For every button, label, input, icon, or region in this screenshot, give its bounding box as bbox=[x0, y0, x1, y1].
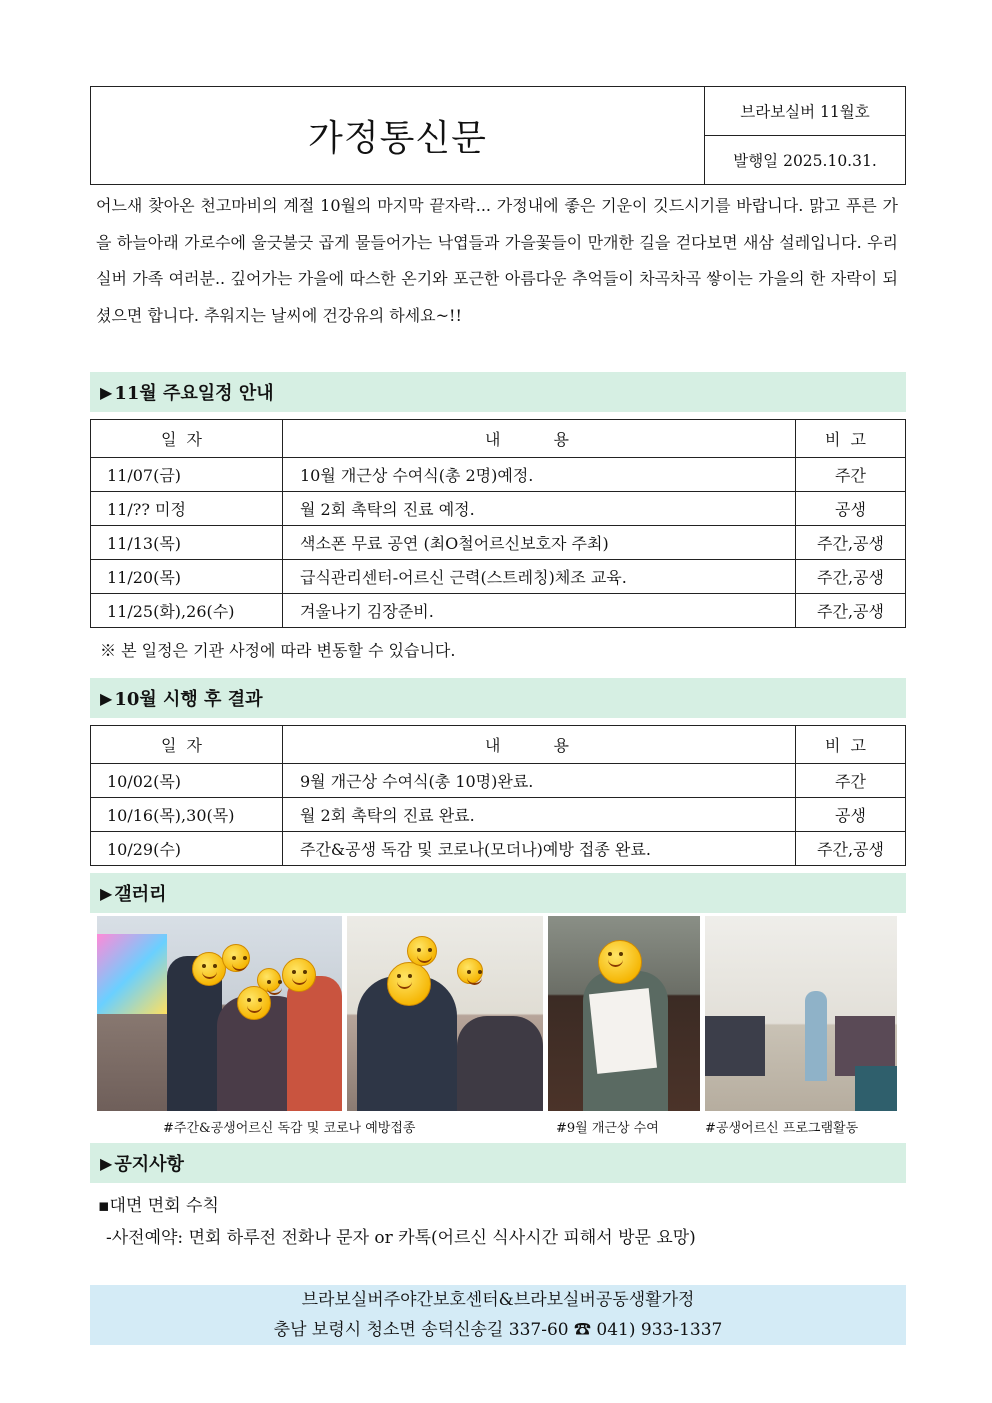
section-header-notice bbox=[90, 1143, 906, 1183]
row-note: 주간 bbox=[796, 458, 906, 492]
table-row bbox=[91, 526, 906, 560]
table-row bbox=[91, 594, 906, 628]
smiley-face-icon bbox=[457, 958, 483, 984]
schedule-footnote: ※ 본 일정은 기관 사정에 따라 변동할 수 있습니다. bbox=[100, 641, 456, 660]
smiley-face-icon bbox=[407, 936, 437, 966]
row-note: 주간,공생 bbox=[796, 594, 906, 628]
wheelchair bbox=[705, 1016, 765, 1076]
section-header-gallery bbox=[90, 873, 906, 913]
smiley-face-icon bbox=[387, 962, 431, 1006]
column-header-content: 내 용 bbox=[283, 726, 796, 764]
section-title: 갤러리 bbox=[114, 884, 167, 905]
row-note: 주간,공생 bbox=[796, 526, 906, 560]
row-content: 월 2회 촉탁의 진료 예정. bbox=[283, 492, 796, 526]
center-name: 브라보실버주야간보호센터&브라보실버공동생활가정 bbox=[301, 1290, 695, 1310]
gallery-photo-award bbox=[548, 916, 700, 1111]
smiley-face-icon bbox=[237, 986, 271, 1020]
row-date: 11/07(금) bbox=[91, 458, 283, 492]
column-header-date: 일자 bbox=[91, 726, 283, 764]
section-title: 공지사항 bbox=[114, 1154, 184, 1175]
row-date: 11/?? 미정 bbox=[91, 492, 283, 526]
gallery-caption-program: #공생어르신 프로그램활동 bbox=[705, 1121, 859, 1136]
gallery-caption-vaccination: #주간&공생어르신 독감 및 코로나 예방접종 bbox=[163, 1121, 416, 1136]
center-address: 충남 보령시 청소면 송덕신송길 337-60 ☎ 041) 933-1337 bbox=[273, 1320, 723, 1340]
triangle-icon: ▶ bbox=[100, 883, 113, 903]
table-header-row bbox=[91, 726, 906, 764]
table-row bbox=[91, 560, 906, 594]
table-row bbox=[91, 832, 906, 866]
row-date: 10/16(목),30(목) bbox=[91, 798, 283, 832]
row-content: 월 2회 촉탁의 진료 완료. bbox=[283, 798, 796, 832]
tv-screen bbox=[97, 934, 167, 1014]
gallery-photo-vaccination-2 bbox=[347, 916, 543, 1111]
row-content: 색소폰 무료 공연 (최O철어르신보호자 주최) bbox=[283, 526, 796, 560]
gallery-caption-award: #9월 개근상 수여 bbox=[556, 1121, 659, 1136]
certificate bbox=[589, 988, 657, 1074]
section-header-october-results bbox=[90, 678, 906, 718]
row-date: 10/02(목) bbox=[91, 764, 283, 798]
notice-item-visit-rules: ▪대면 면회 수칙 bbox=[98, 1196, 219, 1216]
column-header-note: 비고 bbox=[796, 726, 906, 764]
gallery-photo-program bbox=[705, 916, 897, 1111]
photo-gallery bbox=[97, 916, 897, 1111]
table-row bbox=[91, 492, 906, 526]
row-content: 9월 개근상 수여식(총 10명)완료. bbox=[283, 764, 796, 798]
row-note: 공생 bbox=[796, 492, 906, 526]
row-content: 급식관리센터-어르신 근력(스트레칭)체조 교육. bbox=[283, 560, 796, 594]
section-header-november-schedule bbox=[90, 372, 906, 412]
section-title: 11월 주요일정 안내 bbox=[114, 383, 274, 404]
publish-date: 발행일 2025.10.31. bbox=[733, 152, 877, 170]
issue-label: 브라보실버 11월호 bbox=[705, 87, 905, 136]
triangle-icon: ▶ bbox=[100, 1153, 113, 1173]
triangle-icon: ▶ bbox=[100, 688, 113, 708]
row-note: 공생 bbox=[796, 798, 906, 832]
issue-info bbox=[705, 87, 905, 184]
row-note: 주간 bbox=[796, 764, 906, 798]
table-header-row bbox=[91, 420, 906, 458]
table-row bbox=[91, 458, 906, 492]
row-content: 10월 개근상 수여식(총 2명)예정. bbox=[283, 458, 796, 492]
section-title: 10월 시행 후 결과 bbox=[114, 689, 263, 710]
row-date: 11/25(화),26(수) bbox=[91, 594, 283, 628]
bench bbox=[855, 1066, 897, 1111]
table-row bbox=[91, 798, 906, 832]
row-content: 주간&공생 독감 및 코로나(모더나)예방 접종 완료. bbox=[283, 832, 796, 866]
row-note: 주간,공생 bbox=[796, 560, 906, 594]
staff-figure bbox=[287, 976, 342, 1111]
gallery-photo-vaccination-1 bbox=[97, 916, 342, 1111]
row-date: 11/13(목) bbox=[91, 526, 283, 560]
column-header-note: 비고 bbox=[796, 420, 906, 458]
smiley-face-icon bbox=[192, 952, 226, 986]
row-date: 10/29(수) bbox=[91, 832, 283, 866]
table-row bbox=[91, 764, 906, 798]
column-header-content: 내 용 bbox=[283, 420, 796, 458]
triangle-icon: ▶ bbox=[100, 382, 113, 402]
october-results-table bbox=[90, 725, 906, 866]
notice-item-reservation: -사전예약: 면회 하루전 전화나 문자 or 카톡(어르신 식사시간 피해서 방문 요망) bbox=[106, 1228, 696, 1248]
smiley-face-icon bbox=[222, 944, 250, 972]
smiley-face-icon bbox=[598, 940, 642, 984]
page-title: 가정통신문 bbox=[91, 87, 705, 184]
november-schedule-table bbox=[90, 419, 906, 628]
instructor-figure bbox=[805, 991, 827, 1081]
intro-paragraph: 어느새 찾아온 천고마비의 계절 10월의 마지막 끝자락... 가정내에 좋은 기운이 깃드시기를 바랍니다. 맑고 푸른 가을 하늘아래 가로수에 울긋불긋 곱게 물들어가는 낙엽들과 가을꽃들이 만개한 길을 걷다보면 새삼 설레입니다. 우리 실버 가족 여러분.. 깊어가는 가을에 따스한 온기와 포근한 아름다운 추억들이 차곡차곡 쌓이는 가을의 한 자락이 되셨으면 합니다. 추워지는 날씨에 건강유의 하세요~!! bbox=[96, 196, 898, 325]
footer-contact bbox=[90, 1285, 906, 1345]
newsletter-header bbox=[90, 86, 906, 185]
row-note: 주간,공생 bbox=[796, 832, 906, 866]
column-header-date: 일자 bbox=[91, 420, 283, 458]
row-date: 11/20(목) bbox=[91, 560, 283, 594]
smiley-face-icon bbox=[282, 958, 316, 992]
resident-figure bbox=[457, 1016, 543, 1111]
row-content: 겨울나기 김장준비. bbox=[283, 594, 796, 628]
